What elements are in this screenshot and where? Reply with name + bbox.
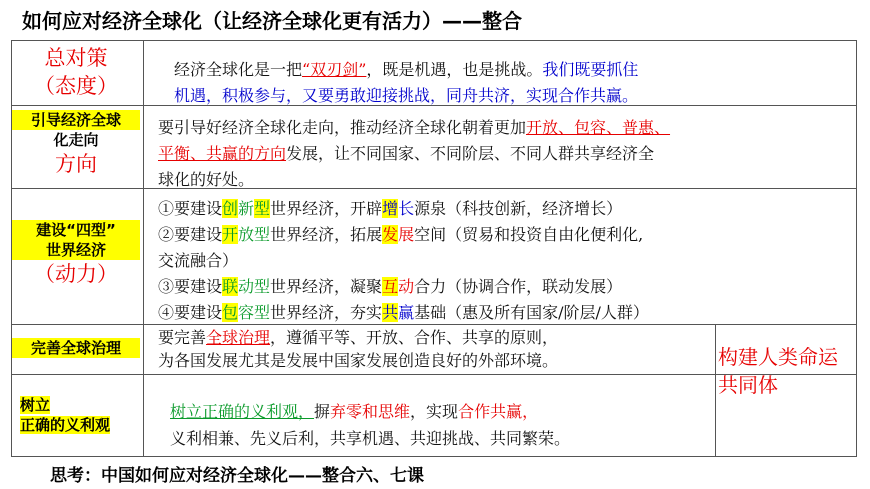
column-divider [143,41,144,456]
direction-label: 引导经济全球 化走向 方向 [12,110,140,178]
governance-text: 要完善全球治理，遵循平等、开放、合作、共享的原则， 为各国发展尤其是发展中国家发展创造良好的外部环境。 [158,328,559,370]
strategy-text: 经济全球化是一把“双刃剑”，既是机遇，也是挑战。我们既要抓住 机遇，积极参与，又要勇敢迎接挑战，同舟共济，实现合作共赢。 [174,60,639,105]
direction-text: 要引导好经济全球化走向，推动经济全球化朝着更加开放、包容、普惠、 平衡、共赢的方向发展，让不同国家、不同阶层、不同人群共享经济全 球化的好处。 [158,118,671,189]
page-title: 如何应对经济全球化（让经济全球化更有活力）——整合 [22,9,522,33]
justice-text: 树立正确的义利观，摒弃零和思维，实现合作共赢， 义利相兼、先义后利，共享机遇、共迎挑战、共同繁荣。 [170,402,571,448]
community-of-shared-future-note: 构建人类命运共同体 [718,345,838,397]
governance-label: 完善全球治理 [12,338,140,358]
strategy-label: 总对策 （态度） [34,46,118,98]
dynamics-label: 建设“四型” 世界经济 （动力） [12,220,140,288]
footer-question: 思考：中国如何应对经济全球化——整合六、七课 [50,466,424,486]
dynamics-text: ①要建设创新型世界经济，开辟增长源泉（科技创新，经济增长） ②要建设开放型世界经济，拓展发展空间（贸易和投资自由化便利化, 交流融合） ③要建设联动型世界经济，凝聚互动合力（协调合作，联动发展） ④要建设包容型世界经济，夯实共赢基础（惠及所有国家/阶层/人群） [158,199,649,322]
justice-label: 树立 正确的义利观 [20,396,111,434]
